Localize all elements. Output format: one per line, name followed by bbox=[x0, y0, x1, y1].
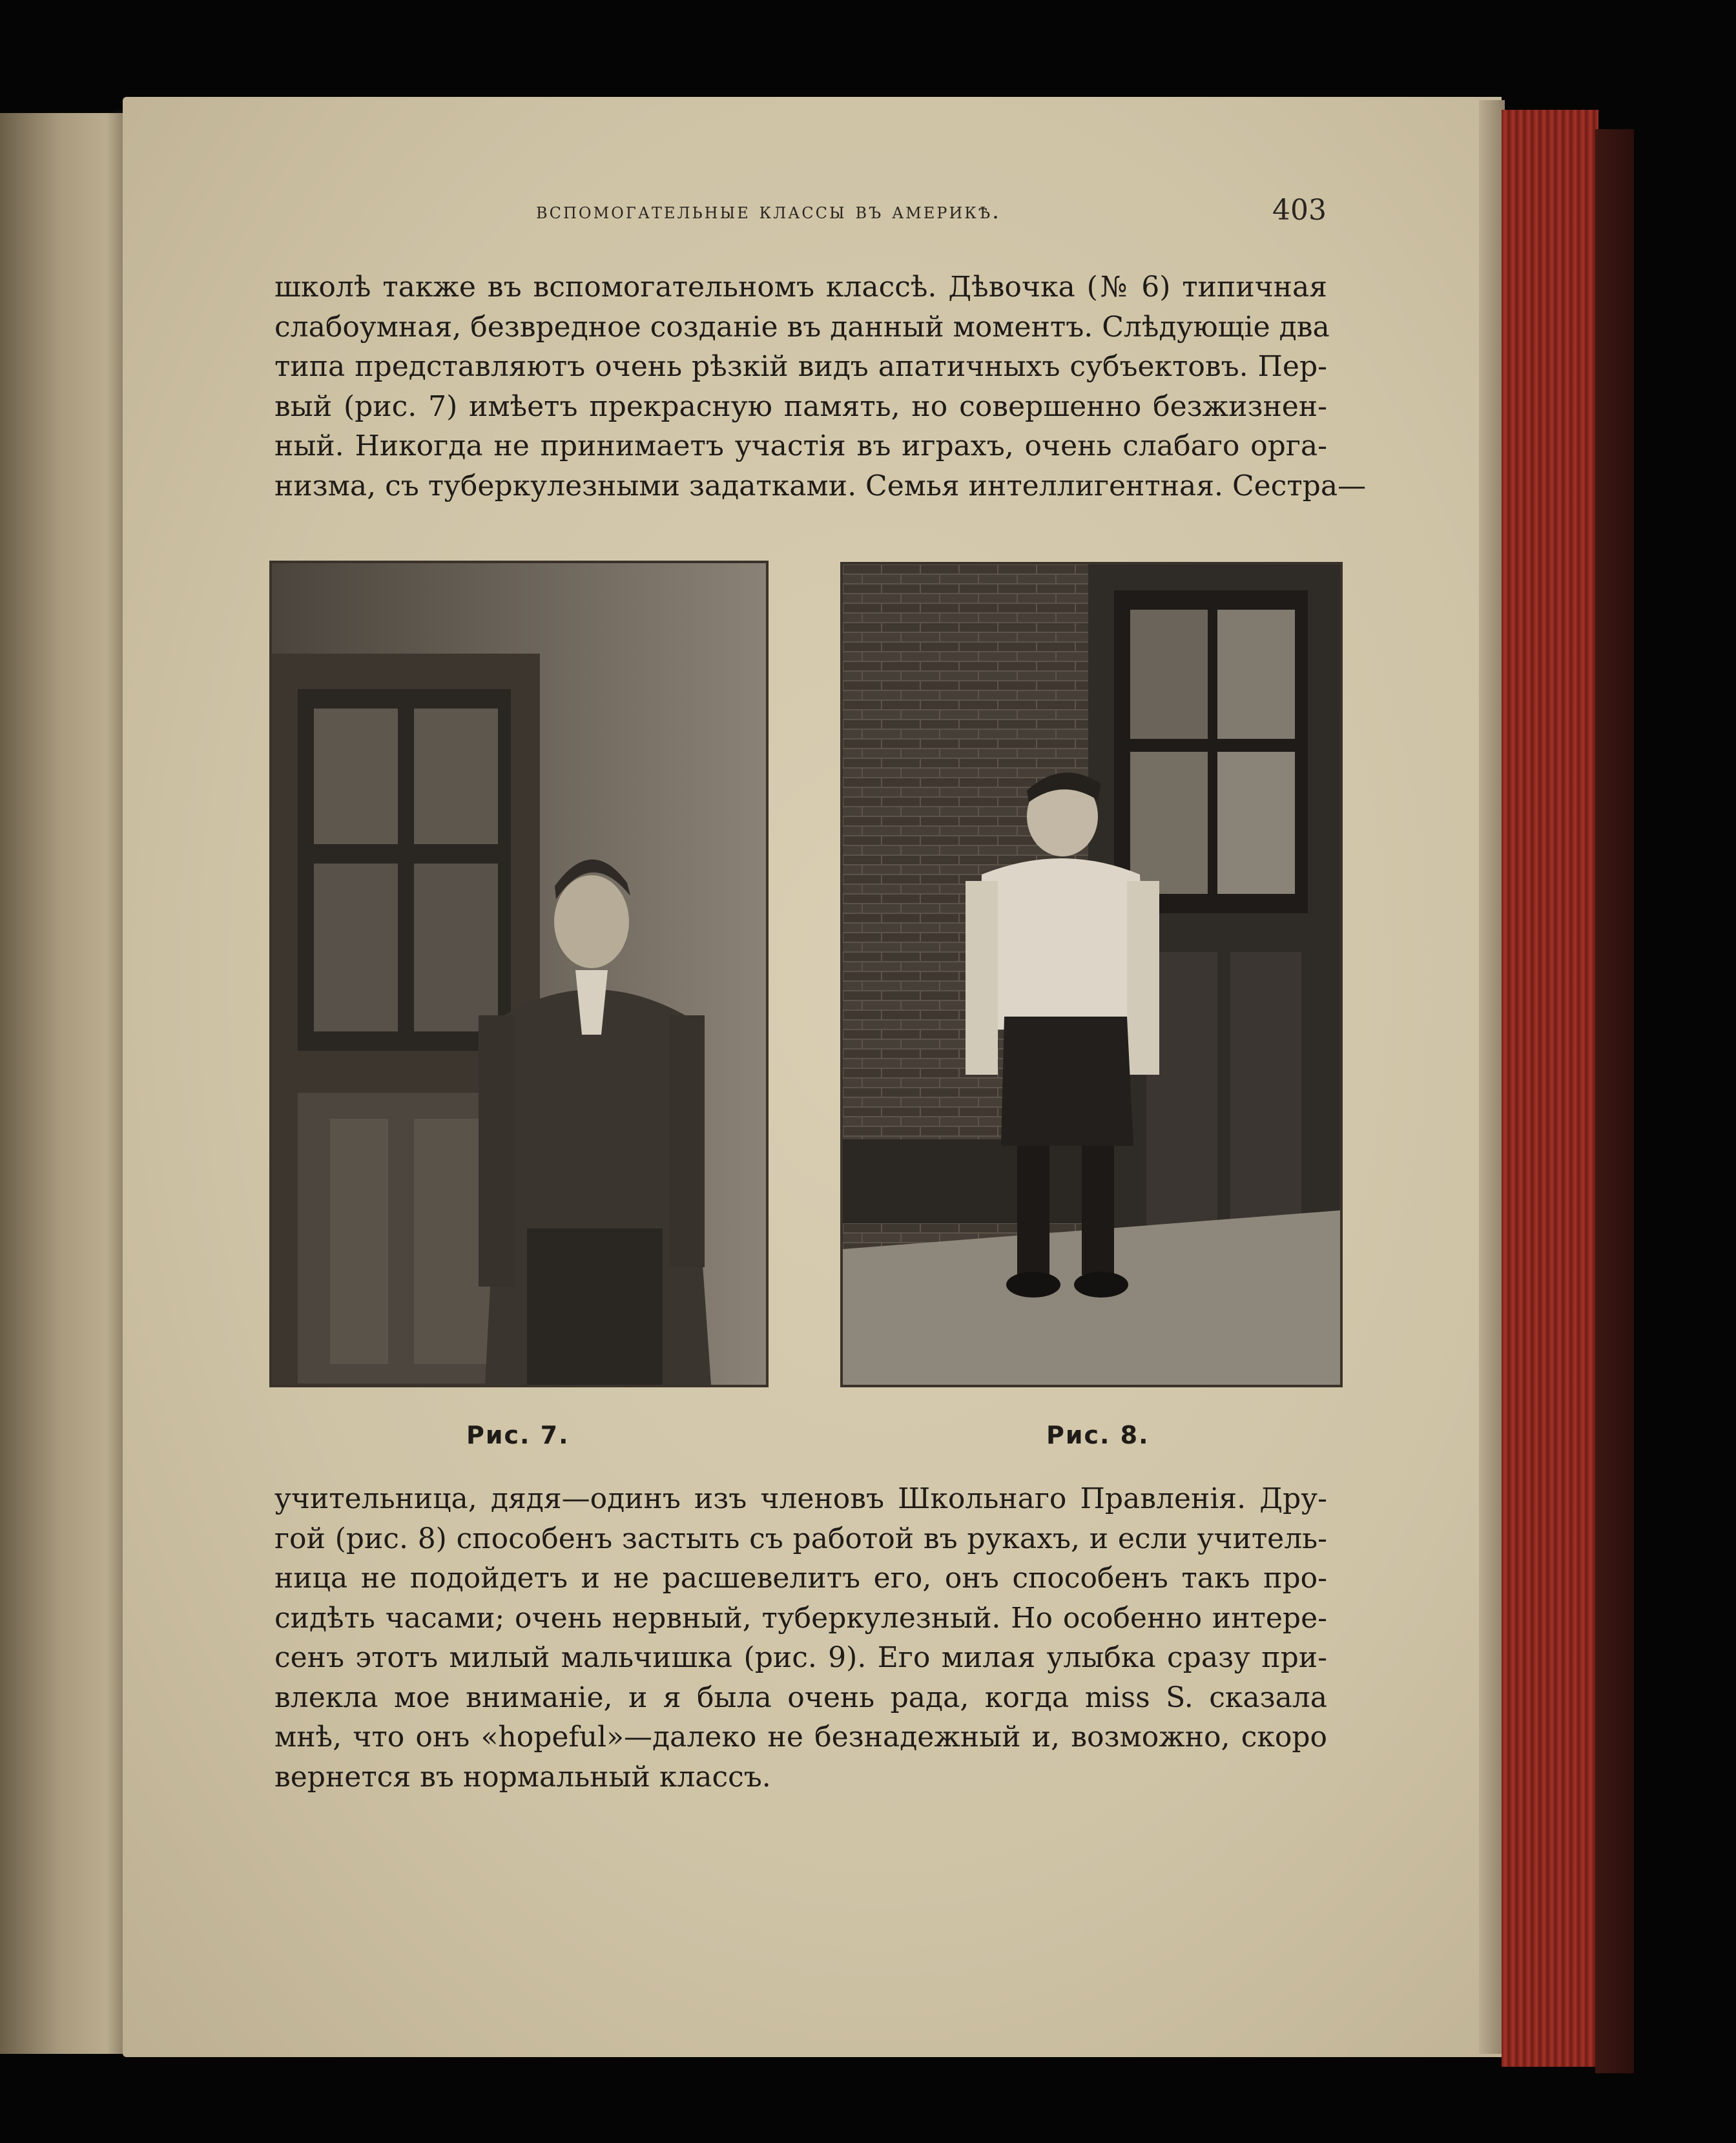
paragraph-bottom bbox=[274, 1479, 1327, 1797]
running-head: вспомогательные классы въ америкѣ. bbox=[536, 198, 1001, 224]
figure-7-photo bbox=[269, 561, 769, 1387]
text-line: вернется въ нормальный классъ. bbox=[274, 1760, 771, 1794]
text-line: сенъ этотъ милый мальчишка (рис. 9). Его милая улыбка сразу при- bbox=[274, 1641, 1327, 1674]
figure-8-caption: Рис. 8. bbox=[1046, 1421, 1150, 1449]
text-line: вый (рис. 7) имѣетъ прекрасную память, но совершенно безжизнен- bbox=[274, 389, 1327, 423]
text-line: гой (рис. 8) способенъ застыть съ работой въ рукахъ, и если учитель- bbox=[274, 1522, 1327, 1555]
text-line: школѣ также въ вспомогательномъ классѣ. Дѣвочка (№ 6) типичная bbox=[274, 271, 1327, 304]
text-line: влекла мое вниманіе, и я была очень рада, когда miss S. сказала bbox=[274, 1681, 1327, 1714]
text-line: сидѣть часами; очень нервный, туберкулезный. Но особенно интере- bbox=[274, 1601, 1327, 1635]
red-page-edges bbox=[1502, 110, 1598, 2067]
book-cover bbox=[1595, 129, 1634, 2073]
text-line: мнѣ, что онъ «hopeful»—далеко не безнадежный и, возможно, скоро bbox=[274, 1721, 1327, 1754]
text-line: низма, съ туберкулезными задатками. Семья интеллигентная. Сестра— bbox=[274, 469, 1367, 502]
text-line: слабоумная, безвредное созданіе въ данный моментъ. Слѣдующіе два bbox=[274, 310, 1330, 344]
figure-7-caption: Рис. 7. bbox=[466, 1421, 570, 1449]
text-line: ный. Никогда не принимаетъ участія въ играхъ, очень слабаго орга- bbox=[274, 430, 1327, 462]
text-line: типа представляютъ очень рѣзкій видъ апатичныхъ субъектовъ. Пер- bbox=[274, 350, 1327, 383]
text-line: ница не подойдетъ и не расшевелитъ его, онъ способенъ такъ про- bbox=[274, 1562, 1327, 1595]
photo-boy-white-shirt bbox=[843, 564, 1340, 1385]
paragraph-top bbox=[274, 267, 1367, 506]
page-block-edge bbox=[1479, 100, 1505, 2054]
figure-8-photo bbox=[840, 562, 1343, 1387]
photo-boy-dark-jacket bbox=[272, 563, 766, 1385]
page-number: 403 bbox=[1272, 194, 1327, 227]
text-line: учительница, дядя—одинъ изъ членовъ Школьнаго Правленія. Дру- bbox=[274, 1482, 1327, 1515]
